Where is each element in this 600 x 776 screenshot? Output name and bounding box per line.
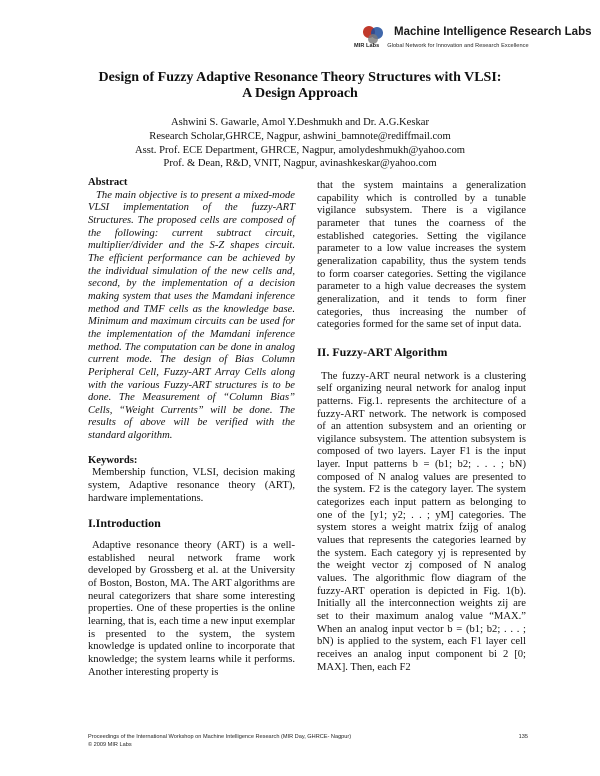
affiliation-2: Asst. Prof. ECE Department, GHRCE, Nagpur, amolydeshmukh@yahoo.com xyxy=(134,144,466,156)
fuzzy-art-heading: II. Fuzzy-ART Algorithm xyxy=(317,344,448,359)
page-footer xyxy=(88,733,528,749)
affiliation-3: Prof. & Dean, R&D, VNIT, Nagpur, avinashkeskar@yahoo.com xyxy=(163,158,437,169)
abstract-body: The main objective is to present a mixed-mode VLSI implementation of the fuzzy-ART Structures. The proposed cells are composed of the following: current subtract circuit, multiplier/divider and the S-Z shapes circuit. The efficient performance can be achieved by the individual simulation of the new cells and, second, by the implementation of a decision making system that uses the Mamdani inference method and TMF cells as the knowledge base. Minimum and maximum circuits can be used for the implementation of the Mamdani inference method. The computation can be done in analog current mode. The design of Bias Column Peripheral Cell, Fuzzy-ART Array Cells along with the various Fuzzy-ART structures is to be done. The Measurement of “Column Bias” Cells, “Weight Currents” will be done. The results of above will be verified with the standard algorithm. xyxy=(88,189,295,442)
abstract-heading: Abstract xyxy=(88,177,128,188)
logo-abbrev: MIR Labs xyxy=(354,43,380,49)
author-block xyxy=(60,116,540,171)
left-column xyxy=(88,177,295,679)
right-column xyxy=(317,180,526,674)
intro-heading: I.Introduction xyxy=(88,516,161,531)
paper-title xyxy=(60,70,540,102)
footer-copyright: © 2009 MIR Labs xyxy=(88,742,132,748)
right-continuation-paragraph: that the system maintains a generalization capability which is controlled by a tunable vigilance subsystem. There is a vigilance parameter that tunes the coarness of the established categories. Setting the vigilance parameter to a low value increases the system generalization capability, thus the system tends to form coarser categories. Setting the vigilance parameter to a high value decreases the system generalization, and it tends to form finer categories, thus increasing the number of categories formed for the same set of input data. xyxy=(317,180,526,331)
logo-tagline-text: Global Network for Innovation and Research Excellence xyxy=(387,43,529,49)
paper-title-line2: A Design Approach xyxy=(242,86,358,101)
footer-proceedings: Proceedings of the International Workshop on Machine Intelligence Research (MIR Day, GHRCE- Nagpur) xyxy=(88,734,352,740)
page-number: 135 xyxy=(518,734,528,740)
logo-tagline xyxy=(354,43,529,49)
keywords-heading: Keywords: xyxy=(88,454,138,466)
header-logo xyxy=(354,22,592,56)
fuzzy-art-body: The fuzzy-ART neural network is a clustering self organizing neural network for analog input patterns. Fig.1. represents the architecture of a fuzzy-ART network. The network is composed of an attention subsystem and an orienting or vigilance subsystem. The attention subsystem is composed of two layers. Layer F1 is the input layer. Input patterns b = (b1; b2; . . . ; bN) composed of N analog values are presented to the system. F2 is the category layer. The system categorizes each input pattern as belonging to one of the [y1; y2; . . ; yM] categories. The system stores a weight matrix fzijg of analog values that represents the categories learned by the system. Each category yj is represented by the weight vector zj composed of N analog values. The algorithmic flow diagram of the fuzzy-ART operation is depicted in Fig. 1(b). Initially all the interconnection weights zij are set to their maximum analog value “MAX.” When an analog input vector b = (b1; b2; . . . ; bN) is applied to the system, each F1 layer cell receives an analog input component bi 2 [0; MAX]. Then, each F2 xyxy=(317,370,526,673)
paper-title-line1: Design of Fuzzy Adaptive Resonance Theory Structures with VLSI: xyxy=(98,70,502,85)
author-list: Ashwini S. Gawarle, Amol Y.Deshmukh and Dr. A.G.Keskar xyxy=(170,117,430,128)
logo-name: Machine Intelligence Research Labs xyxy=(394,26,592,38)
affiliation-1: Research Scholar,GHRCE, Nagpur, ashwini_bamnote@rediffmail.com xyxy=(149,131,451,142)
intro-body: Adaptive resonance theory (ART) is a well-established neural network frame work developed by Grossberg et al. at the University of Boston, Boston, MA. The ART algorithms are neural categorizers that share some interesting properties. One of these properties is the online learning, that is, each time a new input exemplar is presented to the system, the system knowledge is updated online to incorporate that knowledge; the system learns while it performs. Another interesting property is xyxy=(88,540,295,678)
keywords-body: Membership function, VLSI, decision making system, Adaptive resonance theory (ART), hardware implementations. xyxy=(88,467,295,504)
